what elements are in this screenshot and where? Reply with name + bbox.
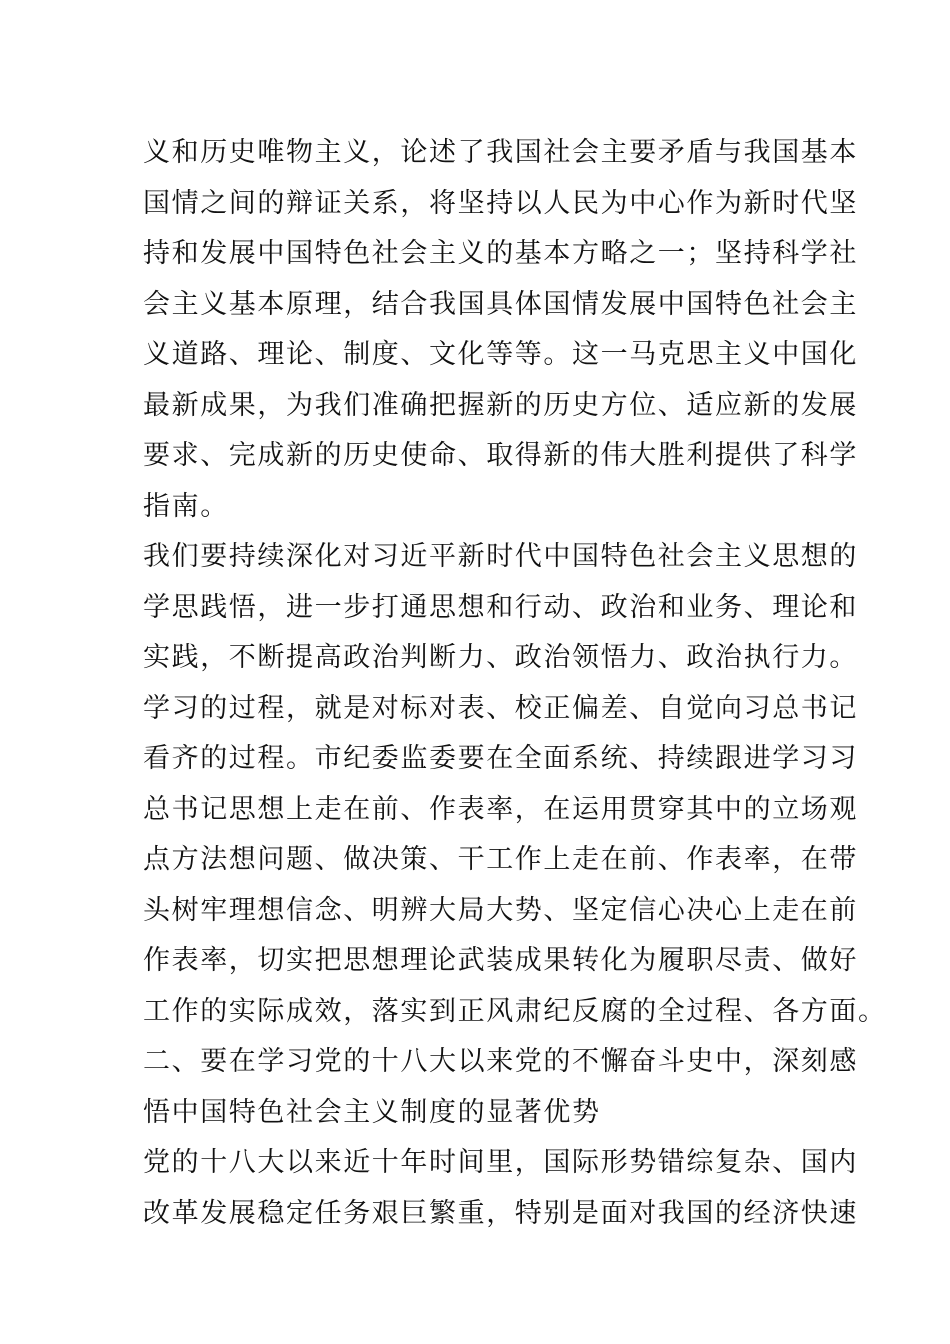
text-line: 义和历史唯物主义，论述了我国社会主要矛盾与我国基本 (143, 137, 858, 168)
text-line: 看齐的过程。市纪委监委要在全面系统、持续跟进学习习 (143, 743, 858, 774)
text-line: 义道路、理论、制度、文化等等。这一马克思主义中国化 (143, 339, 858, 370)
text-line: 作表率，切实把思想理论武装成果转化为履职尽责、做好 (143, 945, 858, 976)
text-line: 工作的实际成效，落实到正风肃纪反腐的全过程、各方面。 (143, 995, 887, 1027)
text-line: 最新成果，为我们准确把握新的历史方位、适应新的发展 (143, 389, 858, 421)
text-line: 学思践悟，进一步打通思想和行动、政治和业务、理论和 (143, 591, 858, 623)
text-line: 我们要持续深化对习近平新时代中国特色社会主义思想的 (143, 541, 858, 572)
section-heading-line: 二、要在学习党的十八大以来党的不懈奋斗史中，深刻感 (143, 1046, 858, 1077)
text-line: 国情之间的辩证关系，将坚持以人民为中心作为新时代坚 (143, 187, 858, 219)
text-line: 头树牢理想信念、明辨大局大势、坚定信心决心上走在前 (143, 894, 858, 926)
text-line: 总书记思想上走在前、作表率，在运用贯穿其中的立场观 (143, 793, 858, 825)
text-line: 改革发展稳定任务艰巨繁重，特别是面对我国的经济快速 (143, 1197, 858, 1229)
text-line: 党的十八大以来近十年时间里，国际形势错综复杂、国内 (143, 1147, 858, 1178)
text-line: 会主义基本原理，结合我国具体国情发展中国特色社会主 (143, 288, 858, 320)
text-line: 学习的过程，就是对标对表、校正偏差、自觉向习总书记 (143, 692, 858, 724)
section-heading-line: 悟中国特色社会主义制度的显著优势 (143, 1096, 601, 1128)
text-line: 点方法想问题、做决策、干工作上走在前、作表率，在带 (143, 844, 858, 875)
text-line: 要求、完成新的历史使命、取得新的伟大胜利提供了科学 (143, 440, 858, 471)
text-line: 实践，不断提高政治判断力、政治领悟力、政治执行力。 (143, 642, 858, 673)
text-line: 指南。 (143, 490, 229, 522)
text-line: 持和发展中国特色社会主义的基本方略之一；坚持科学社 (143, 238, 858, 269)
document-body (143, 128, 887, 1239)
